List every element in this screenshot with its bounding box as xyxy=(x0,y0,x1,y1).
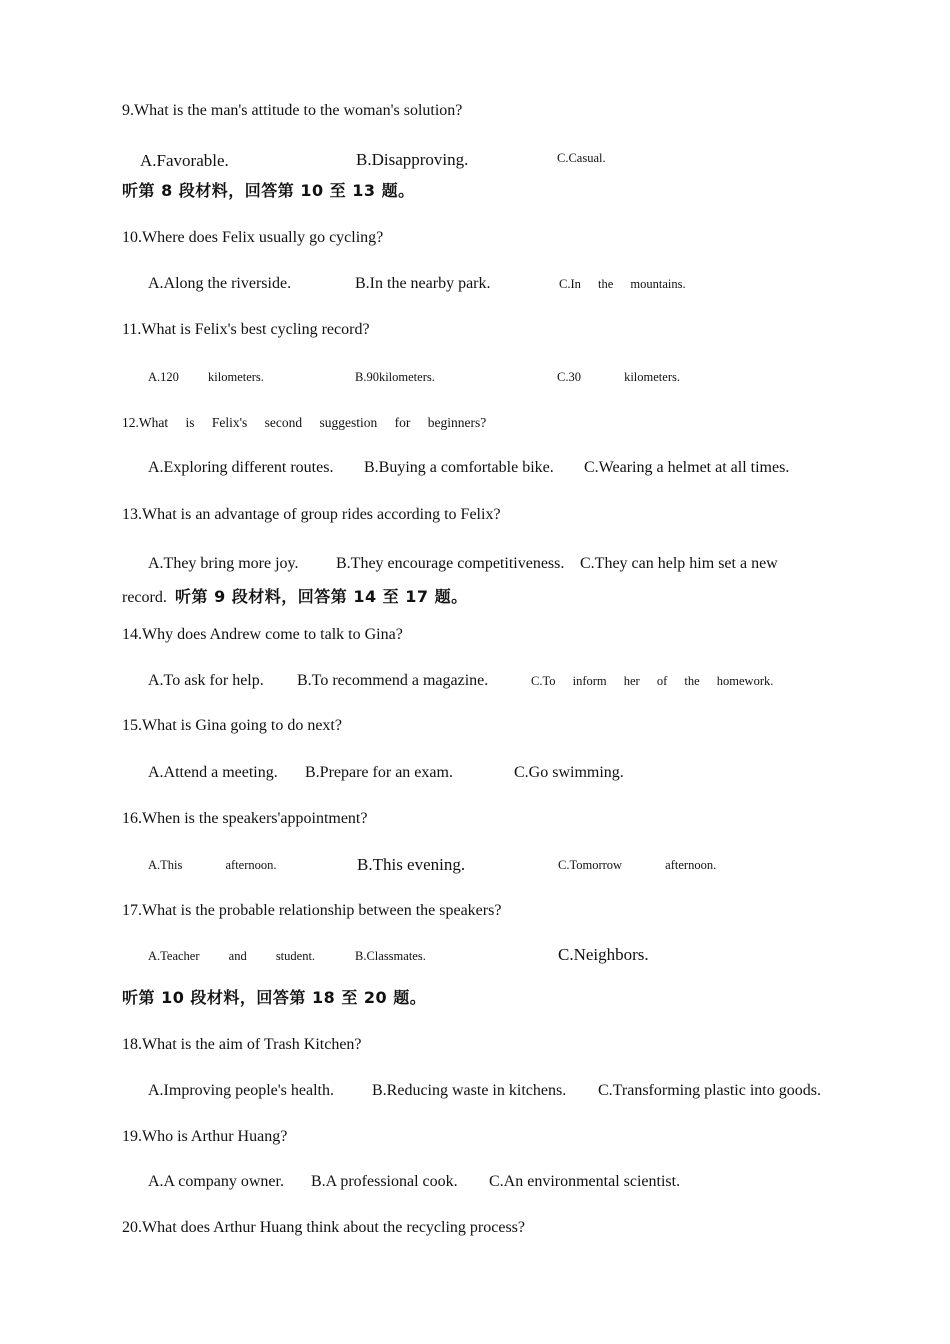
question-12: 12.What is Felix's second suggestion for beginners? xyxy=(122,415,487,430)
question-10: 10.Where does Felix usually go cycling? xyxy=(122,229,384,246)
option-18c: C.Transforming plastic into goods. xyxy=(598,1082,821,1099)
question-18: 18.What is the aim of Trash Kitchen? xyxy=(122,1036,362,1053)
option-15c: C.Go swimming. xyxy=(514,764,624,781)
question-19: 19.Who is Arthur Huang? xyxy=(122,1128,288,1145)
option-12b: B.Buying a comfortable bike. xyxy=(364,459,554,476)
question-11: 11.What is Felix's best cycling record? xyxy=(122,321,370,338)
option-13c-continued: record. xyxy=(122,589,167,606)
option-9c: C.Casual. xyxy=(557,151,606,165)
option-9a: A.Favorable. xyxy=(140,151,229,170)
option-19c: C.An environmental scientist. xyxy=(489,1173,681,1190)
option-12a: A.Exploring different routes. xyxy=(148,459,334,476)
option-10c: C.In the mountains. xyxy=(559,277,686,291)
option-11a: A.120 kilometers. xyxy=(148,370,264,384)
option-14b: B.To recommend a magazine. xyxy=(297,672,489,689)
option-14c: C.To inform her of the homework. xyxy=(531,674,774,688)
option-14a: A.To ask for help. xyxy=(148,672,264,689)
option-9b: B.Disapproving. xyxy=(356,150,469,169)
section-header-9: 听第 9 段材料，回答第 14 至 17 题。 xyxy=(175,587,468,606)
option-16b: B.This evening. xyxy=(357,855,466,874)
option-19b: B.A professional cook. xyxy=(311,1173,458,1190)
question-14: 14.Why does Andrew come to talk to Gina? xyxy=(122,626,403,643)
section-header-8: 听第 8 段材料，回答第 10 至 13 题。 xyxy=(122,181,415,200)
option-15b: B.Prepare for an exam. xyxy=(305,764,453,781)
question-9: 9.What is the man's attitude to the woman's solution? xyxy=(122,102,463,119)
option-11c: C.30 kilometers. xyxy=(557,370,680,384)
option-12c: C.Wearing a helmet at all times. xyxy=(584,459,790,476)
option-13c: C.They can help him set a new xyxy=(580,555,778,572)
question-17: 17.What is the probable relationship between the speakers? xyxy=(122,902,502,919)
option-17c: C.Neighbors. xyxy=(558,945,649,964)
option-15a: A.Attend a meeting. xyxy=(148,764,278,781)
option-16c: C.Tomorrow afternoon. xyxy=(558,858,717,872)
question-16: 16.When is the speakers'appointment? xyxy=(122,810,368,827)
option-13b: B.They encourage competitiveness. xyxy=(336,555,565,572)
option-18a: A.Improving people's health. xyxy=(148,1082,334,1099)
option-18b: B.Reducing waste in kitchens. xyxy=(372,1082,567,1099)
option-13a: A.They bring more joy. xyxy=(148,555,299,572)
option-10a: A.Along the riverside. xyxy=(148,275,292,292)
section-header-10: 听第 10 段材料，回答第 18 至 20 题。 xyxy=(122,988,427,1007)
option-19a: A.A company owner. xyxy=(148,1173,284,1190)
option-17a: A.Teacher and student. xyxy=(148,949,316,963)
question-15: 15.What is Gina going to do next? xyxy=(122,717,342,734)
option-10b: B.In the nearby park. xyxy=(355,275,491,292)
option-17b: B.Classmates. xyxy=(355,949,426,963)
question-13: 13.What is an advantage of group rides according to Felix? xyxy=(122,506,501,523)
option-16a: A.This afternoon. xyxy=(148,858,277,872)
question-20: 20.What does Arthur Huang think about the recycling process? xyxy=(122,1219,525,1236)
option-11b: B.90kilometers. xyxy=(355,370,435,384)
